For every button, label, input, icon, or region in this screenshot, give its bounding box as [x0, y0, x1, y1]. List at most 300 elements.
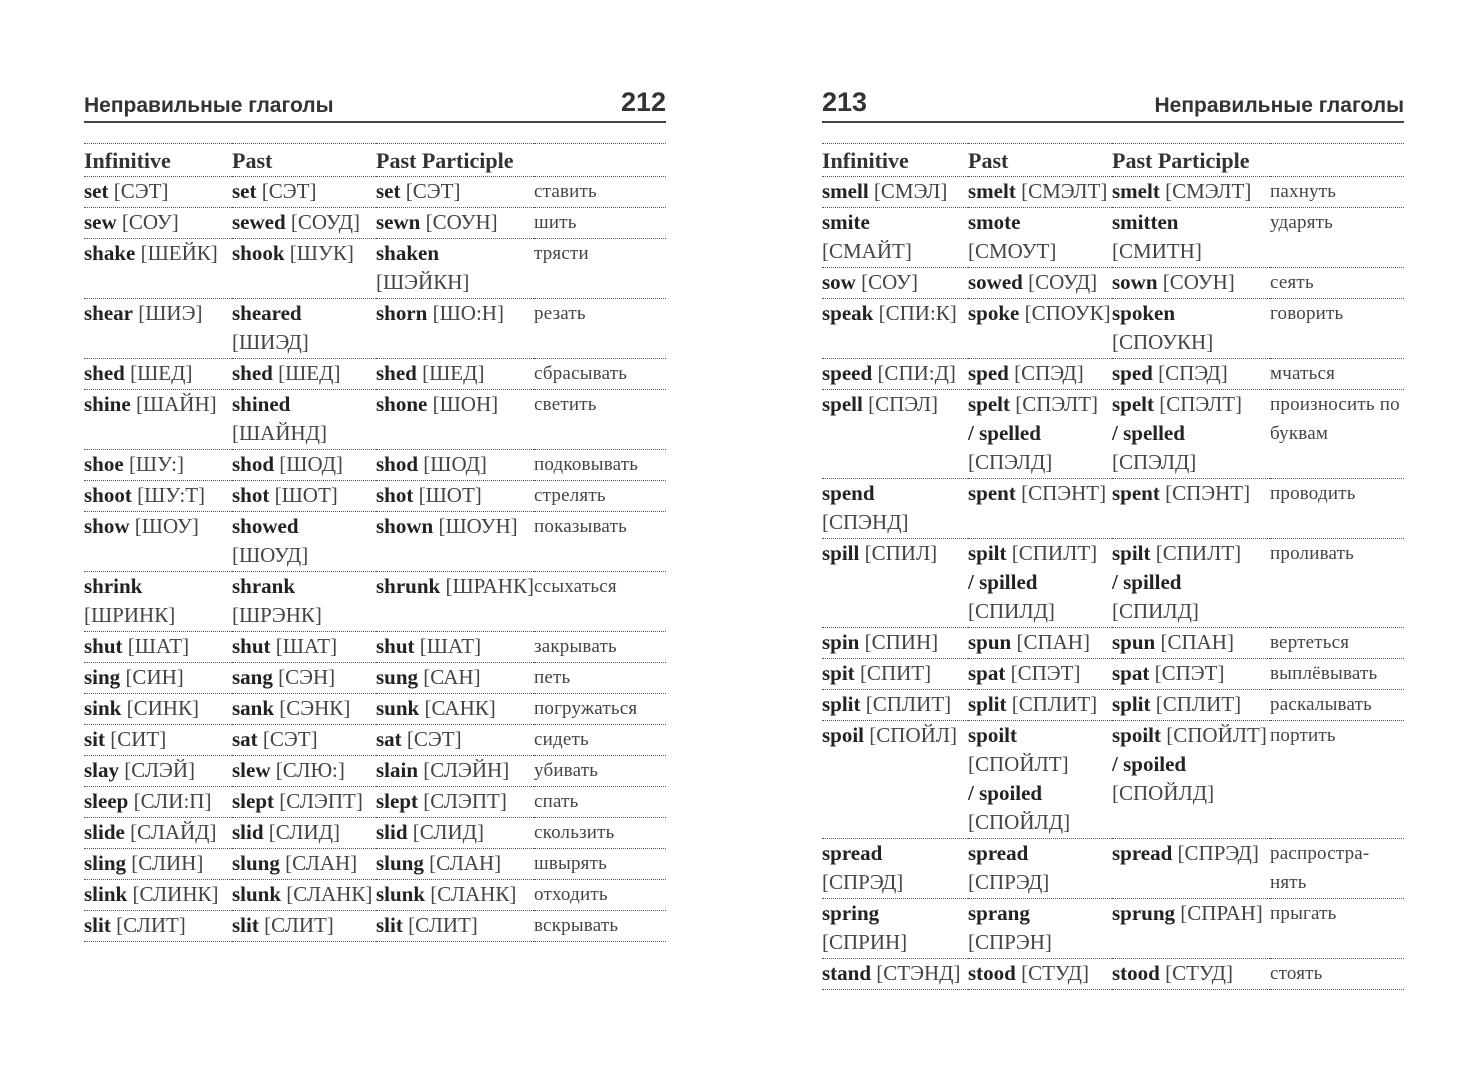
- verb-form: slid: [376, 820, 408, 844]
- pronunciation: [СПЭТ]: [1010, 661, 1081, 685]
- verb-form: slit: [84, 913, 111, 937]
- verb-form: stood: [968, 961, 1016, 985]
- translation-cell: показывать: [534, 512, 666, 572]
- table-row: [822, 721, 1404, 839]
- table-row: [84, 694, 666, 725]
- verb-form: sheared: [232, 301, 302, 325]
- translation-cell: проливать: [1270, 539, 1404, 628]
- table-row: [822, 659, 1404, 690]
- past-participle-cell: [1112, 628, 1270, 659]
- translation-cell: пахнуть: [1270, 177, 1404, 208]
- past-cell: [232, 756, 376, 787]
- pronunciation: [СПИТ]: [859, 661, 932, 685]
- pronunciation: [СПАН]: [1016, 630, 1090, 654]
- pronunciation: [СЛЭПТ]: [279, 789, 363, 813]
- infinitive-cell: [822, 359, 968, 390]
- pronunciation: [СЛИТ]: [264, 913, 334, 937]
- translation-cell: скользить: [534, 818, 666, 849]
- pronunciation: [СПЭД]: [1158, 361, 1228, 385]
- past-participle-cell: [1112, 299, 1270, 359]
- table-row: [822, 177, 1404, 208]
- translation-cell: стоять: [1270, 959, 1404, 990]
- verb-form: sprang: [968, 901, 1030, 925]
- infinitive-cell: [822, 721, 968, 839]
- pronunciation: [СМЭЛТ]: [1165, 179, 1252, 203]
- pronunciation: [СПЭЛТ]: [1159, 392, 1243, 416]
- infinitive-cell: [84, 390, 232, 450]
- page-header: [822, 80, 1404, 123]
- past-participle-cell: [376, 299, 534, 359]
- table-row: [84, 177, 666, 208]
- verb-form: shorn: [376, 301, 428, 325]
- pronunciation: [СЛИНК]: [132, 882, 219, 906]
- pronunciation: [СТУД]: [1165, 961, 1234, 985]
- verb-form: spoiled: [1123, 752, 1187, 776]
- translation-cell: распростра-нять: [1270, 839, 1404, 899]
- infinitive-cell: [84, 572, 232, 632]
- pronunciation: [ШОУН]: [438, 514, 518, 538]
- verb-form: slide: [84, 820, 125, 844]
- past-participle-cell: [376, 572, 534, 632]
- pronunciation: [СЛАН]: [285, 851, 358, 875]
- verb-form: sit: [84, 727, 105, 751]
- verb-form: show: [84, 514, 130, 538]
- pronunciation: [ШОН]: [432, 392, 499, 416]
- table-row: [822, 299, 1404, 359]
- past-cell: [968, 628, 1112, 659]
- past-cell: [232, 239, 376, 299]
- verb-form: spoilt: [968, 723, 1018, 747]
- past-participle-cell: [376, 481, 534, 512]
- verb-form: set: [232, 179, 257, 203]
- past-participle-cell: [376, 450, 534, 481]
- verb-form: sown: [1112, 270, 1158, 294]
- verb-form: spun: [968, 630, 1012, 654]
- pronunciation: [ШРЭНК]: [232, 603, 322, 627]
- verb-form: shrank: [232, 574, 296, 598]
- table-row: [822, 390, 1404, 479]
- verb-form: smote: [968, 210, 1021, 234]
- pronunciation: [СМЭЛ]: [873, 179, 948, 203]
- verb-form: shut: [376, 634, 415, 658]
- table-row: [822, 479, 1404, 539]
- pronunciation: [СПРАН]: [1180, 901, 1263, 925]
- pronunciation: [СЛАНК]: [286, 882, 373, 906]
- column-header-infinitive: Infinitive: [822, 144, 968, 177]
- verb-form: shod: [376, 452, 419, 476]
- column-header-past-participle: Past Participle: [376, 144, 534, 177]
- verb-form: split: [822, 692, 861, 716]
- table-row: [84, 359, 666, 390]
- column-header-translation: [1270, 144, 1404, 177]
- infinitive-cell: [84, 694, 232, 725]
- past-participle-cell: [1112, 177, 1270, 208]
- pronunciation: [ШАЙН]: [135, 392, 217, 416]
- pronunciation: [СПРЭД]: [1177, 841, 1259, 865]
- verb-form: sew: [84, 210, 117, 234]
- verb-form: shown: [376, 514, 434, 538]
- verb-form: spoil: [822, 723, 865, 747]
- translation-cell: прыгать: [1270, 899, 1404, 959]
- pronunciation: [СПЭЛД]: [968, 450, 1053, 474]
- pronunciation: [СЭТ]: [405, 179, 461, 203]
- past-participle-cell: [1112, 359, 1270, 390]
- verb-form: slid: [232, 820, 264, 844]
- verb-form: spent: [1112, 481, 1160, 505]
- infinitive-cell: [822, 690, 968, 721]
- verb-form: spilled: [979, 570, 1038, 594]
- pronunciation: [СМАЙТ]: [822, 239, 912, 263]
- pronunciation: [СПИЛ]: [864, 541, 938, 565]
- pronunciation: [ШАТ]: [419, 634, 482, 658]
- pronunciation: [СПОУКН]: [1112, 330, 1214, 354]
- verb-form: smite: [822, 210, 870, 234]
- past-participle-cell: [376, 911, 534, 942]
- verb-form: shoe: [84, 452, 124, 476]
- verb-form: spilt: [1112, 541, 1151, 565]
- past-cell: [232, 725, 376, 756]
- past-participle-cell: [376, 818, 534, 849]
- pronunciation: [СПИ:К]: [878, 301, 957, 325]
- pronunciation: [СПЭД]: [1014, 361, 1084, 385]
- infinitive-cell: [822, 208, 968, 268]
- past-participle-cell: [376, 849, 534, 880]
- verb-form: spread: [822, 841, 883, 865]
- pronunciation: [СПАН]: [1160, 630, 1234, 654]
- pronunciation: [СПРИН]: [822, 930, 908, 954]
- infinitive-cell: [84, 512, 232, 572]
- verb-form: shake: [84, 241, 136, 265]
- table-row: [822, 839, 1404, 899]
- pronunciation: [СЛЭЙН]: [423, 758, 510, 782]
- pronunciation: [ШЕД]: [278, 361, 341, 385]
- translation-cell: вертеться: [1270, 628, 1404, 659]
- pronunciation: [СЛИ:П]: [133, 789, 212, 813]
- right-page: [822, 80, 1404, 990]
- verb-form: sow: [822, 270, 856, 294]
- pronunciation: [СЛИД]: [412, 820, 484, 844]
- infinitive-cell: [822, 268, 968, 299]
- pronunciation: [СЭТ]: [261, 179, 317, 203]
- infinitive-cell: [822, 390, 968, 479]
- pronunciation: [СЛИТ]: [408, 913, 478, 937]
- table-row: [822, 208, 1404, 268]
- page-number: 213: [822, 87, 868, 117]
- pronunciation: [СЭТ]: [262, 727, 318, 751]
- verb-form: sung: [376, 665, 419, 689]
- verb-form: slew: [232, 758, 271, 782]
- pronunciation: [СПОЙЛТ]: [968, 752, 1069, 776]
- past-cell: [232, 390, 376, 450]
- past-cell: [968, 659, 1112, 690]
- column-header-past: Past: [232, 144, 376, 177]
- verb-form: shut: [84, 634, 123, 658]
- infinitive-cell: [84, 911, 232, 942]
- past-participle-cell: [376, 663, 534, 694]
- verb-form: shaken: [376, 241, 440, 265]
- translation-cell: сбрасывать: [534, 359, 666, 390]
- past-participle-cell: [376, 239, 534, 299]
- translation-cell: ударять: [1270, 208, 1404, 268]
- past-cell: [232, 208, 376, 239]
- pronunciation: [СПЭНТ]: [1021, 481, 1107, 505]
- page-title: Неправильные глаголы: [84, 94, 334, 117]
- pronunciation: [СПИЛТ]: [1011, 541, 1098, 565]
- infinitive-cell: [822, 177, 968, 208]
- verb-form: spelled: [1123, 421, 1185, 445]
- verb-form: sped: [1112, 361, 1153, 385]
- past-participle-cell: [1112, 839, 1270, 899]
- verb-form: split: [968, 692, 1007, 716]
- verb-form: slung: [376, 851, 424, 875]
- verb-form: spring: [822, 901, 880, 925]
- table-header-row: [84, 144, 666, 177]
- verbs-table-body: [822, 177, 1404, 990]
- left-page: [84, 80, 666, 942]
- verb-form: shed: [84, 361, 125, 385]
- translation-cell: сеять: [1270, 268, 1404, 299]
- pronunciation: [СЛАЙД]: [130, 820, 217, 844]
- verb-form: shrink: [84, 574, 143, 598]
- infinitive-cell: [822, 628, 968, 659]
- verb-form: slit: [376, 913, 403, 937]
- verb-form: smitten: [1112, 210, 1179, 234]
- verb-form: spill: [822, 541, 860, 565]
- verb-form: showed: [232, 514, 299, 538]
- form-separator: /: [968, 781, 980, 805]
- pronunciation: [СПРЭН]: [968, 930, 1052, 954]
- verb-form: speak: [822, 301, 874, 325]
- past-participle-cell: [1112, 690, 1270, 721]
- column-header-infinitive: Infinitive: [84, 144, 232, 177]
- past-participle-cell: [376, 177, 534, 208]
- past-participle-cell: [1112, 721, 1270, 839]
- past-cell: [232, 632, 376, 663]
- pronunciation: [САН]: [423, 665, 481, 689]
- pronunciation: [СПИ:Д]: [877, 361, 956, 385]
- translation-cell: произносить по буквам: [1270, 390, 1404, 479]
- verb-form: sing: [84, 665, 121, 689]
- pronunciation: [СПЭНД]: [822, 510, 909, 534]
- verb-form: sat: [376, 727, 402, 751]
- past-participle-cell: [376, 512, 534, 572]
- verb-form: spend: [822, 481, 875, 505]
- verb-form: sang: [232, 665, 273, 689]
- table-row: [84, 481, 666, 512]
- table-row: [84, 756, 666, 787]
- verb-form: spell: [822, 392, 863, 416]
- pronunciation: [ШУ:]: [128, 452, 185, 476]
- pronunciation: [ШЕД]: [130, 361, 193, 385]
- verb-form: shoot: [84, 483, 132, 507]
- pronunciation: [ШОТ]: [274, 483, 338, 507]
- past-cell: [232, 512, 376, 572]
- verb-form: sunk: [376, 696, 420, 720]
- verb-form: split: [1112, 692, 1151, 716]
- pronunciation: [САНК]: [424, 696, 496, 720]
- past-cell: [968, 359, 1112, 390]
- past-cell: [968, 390, 1112, 479]
- form-separator: /: [1112, 570, 1124, 594]
- past-cell: [232, 481, 376, 512]
- infinitive-cell: [84, 756, 232, 787]
- past-cell: [968, 479, 1112, 539]
- pronunciation: [СПРЭД]: [822, 870, 904, 894]
- verb-form: slink: [84, 882, 128, 906]
- verb-form: smelt: [968, 179, 1016, 203]
- past-participle-cell: [376, 359, 534, 390]
- past-participle-cell: [1112, 539, 1270, 628]
- table-row: [84, 450, 666, 481]
- pronunciation: [СТУД]: [1021, 961, 1090, 985]
- pronunciation: [СПЭЛ]: [868, 392, 939, 416]
- table-row: [84, 880, 666, 911]
- pronunciation: [СПОЙЛД]: [1112, 781, 1215, 805]
- verb-form: spent: [968, 481, 1016, 505]
- infinitive-cell: [84, 632, 232, 663]
- pronunciation: [СЭН]: [278, 665, 336, 689]
- pronunciation: [ШОД]: [279, 452, 343, 476]
- table-row: [822, 959, 1404, 990]
- infinitive-cell: [84, 359, 232, 390]
- pronunciation: [СПЛИТ]: [1155, 692, 1242, 716]
- verb-form: shed: [232, 361, 273, 385]
- past-cell: [232, 694, 376, 725]
- infinitive-cell: [84, 818, 232, 849]
- form-separator: /: [1112, 752, 1124, 776]
- past-participle-cell: [376, 880, 534, 911]
- infinitive-cell: [822, 539, 968, 628]
- form-separator: /: [1112, 421, 1124, 445]
- pronunciation: [СЛАН]: [429, 851, 502, 875]
- pronunciation: [ШАТ]: [127, 634, 190, 658]
- verb-form: shot: [376, 483, 414, 507]
- verbs-table-body: [84, 177, 666, 942]
- past-cell: [232, 663, 376, 694]
- past-participle-cell: [376, 725, 534, 756]
- past-cell: [232, 911, 376, 942]
- column-header-translation: [534, 144, 666, 177]
- page-header: [84, 80, 666, 123]
- translation-cell: светить: [534, 390, 666, 450]
- verb-form: slept: [376, 789, 418, 813]
- verb-form: set: [376, 179, 401, 203]
- past-cell: [968, 539, 1112, 628]
- pronunciation: [СМИТН]: [1112, 239, 1202, 263]
- infinitive-cell: [822, 839, 968, 899]
- verb-form: sat: [232, 727, 258, 751]
- pronunciation: [СЭНК]: [279, 696, 351, 720]
- table-row: [84, 849, 666, 880]
- translation-cell: говорить: [1270, 299, 1404, 359]
- verb-form: spread: [1112, 841, 1173, 865]
- table-row: [822, 539, 1404, 628]
- verb-form: speed: [822, 361, 873, 385]
- infinitive-cell: [84, 481, 232, 512]
- verb-form: sped: [968, 361, 1009, 385]
- verb-form: shed: [376, 361, 417, 385]
- infinitive-cell: [84, 450, 232, 481]
- translation-cell: убивать: [534, 756, 666, 787]
- pronunciation: [СИТ]: [110, 727, 167, 751]
- translation-cell: портить: [1270, 721, 1404, 839]
- pronunciation: [СИНК]: [126, 696, 199, 720]
- translation-cell: подковывать: [534, 450, 666, 481]
- past-participle-cell: [376, 208, 534, 239]
- verb-form: smelt: [1112, 179, 1160, 203]
- pronunciation: [СПИЛД]: [968, 599, 1055, 623]
- verb-form: slung: [232, 851, 280, 875]
- past-cell: [232, 880, 376, 911]
- pronunciation: [СОУД]: [290, 210, 360, 234]
- verb-form: slunk: [376, 882, 426, 906]
- infinitive-cell: [84, 880, 232, 911]
- verb-form: spoilt: [1112, 723, 1162, 747]
- verb-form: shine: [84, 392, 131, 416]
- translation-cell: швырять: [534, 849, 666, 880]
- verb-form: shot: [232, 483, 270, 507]
- verb-form: spit: [822, 661, 855, 685]
- past-cell: [968, 299, 1112, 359]
- verb-form: shod: [232, 452, 275, 476]
- pronunciation: [СЛИН]: [131, 851, 204, 875]
- pronunciation: [СПОУК]: [1024, 301, 1111, 325]
- past-cell: [232, 787, 376, 818]
- past-cell: [968, 208, 1112, 268]
- translation-cell: резать: [534, 299, 666, 359]
- past-participle-cell: [376, 632, 534, 663]
- verb-form: shone: [376, 392, 428, 416]
- table-row: [822, 899, 1404, 959]
- past-cell: [968, 839, 1112, 899]
- translation-cell: спать: [534, 787, 666, 818]
- infinitive-cell: [822, 659, 968, 690]
- verb-form: slay: [84, 758, 120, 782]
- table-row: [84, 572, 666, 632]
- verbs-table: [84, 143, 666, 942]
- pronunciation: [СПРЭД]: [968, 870, 1050, 894]
- pronunciation: [СПЭЛТ]: [1015, 392, 1099, 416]
- verb-form: spelt: [968, 392, 1010, 416]
- translation-cell: погружаться: [534, 694, 666, 725]
- verb-form: sank: [232, 696, 275, 720]
- past-participle-cell: [1112, 390, 1270, 479]
- pronunciation: [СЛЭЙ]: [124, 758, 196, 782]
- pronunciation: [ШРИНК]: [84, 603, 176, 627]
- verb-form: spoke: [968, 301, 1020, 325]
- pronunciation: [ШИЭД]: [232, 330, 309, 354]
- past-cell: [968, 721, 1112, 839]
- verb-form: sling: [84, 851, 127, 875]
- translation-cell: ссыхаться: [534, 572, 666, 632]
- pronunciation: [СЭТ]: [406, 727, 462, 751]
- pronunciation: [СПЭНТ]: [1165, 481, 1251, 505]
- verbs-table: [822, 143, 1404, 990]
- pronunciation: [ШОУД]: [232, 543, 309, 567]
- past-cell: [968, 690, 1112, 721]
- pronunciation: [СПЛИТ]: [865, 692, 952, 716]
- past-participle-cell: [1112, 479, 1270, 539]
- table-row: [84, 299, 666, 359]
- table-row: [84, 208, 666, 239]
- table-row: [84, 632, 666, 663]
- past-participle-cell: [376, 694, 534, 725]
- past-participle-cell: [376, 787, 534, 818]
- verb-form: spilt: [968, 541, 1007, 565]
- verb-form: spat: [1112, 661, 1150, 685]
- verb-form: spat: [968, 661, 1006, 685]
- infinitive-cell: [84, 725, 232, 756]
